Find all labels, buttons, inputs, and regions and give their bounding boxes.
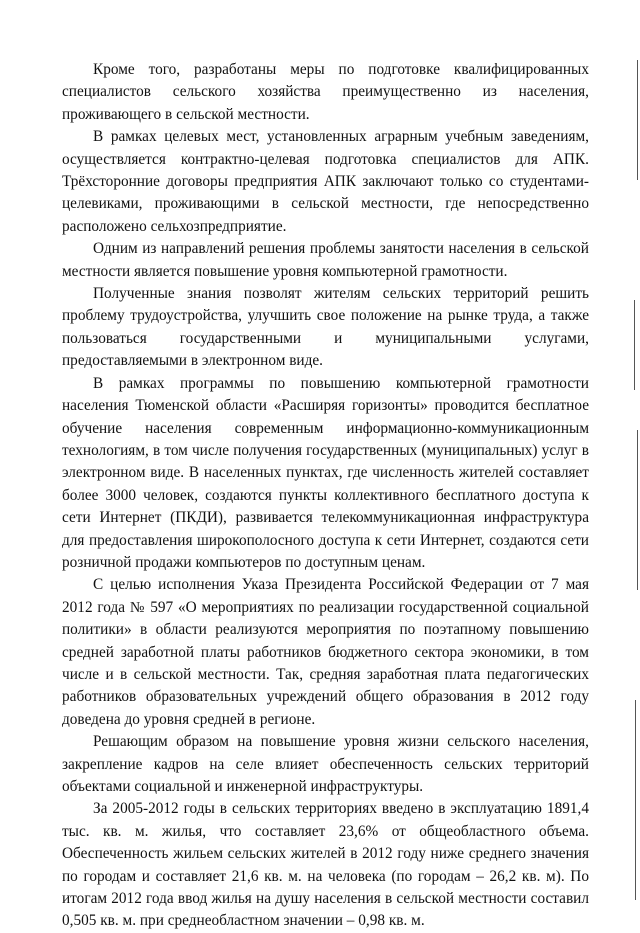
paragraph-7: Решающим образом на повышение уровня жизни сельского населения, закрепление кадров на селе влияет обеспеченность сельских территорий объектами социальной и инженерной инфраструктуры. <box>62 733 589 795</box>
paragraph-2: В рамках целевых мест, установленных аграрным учебным заведениям, осуществляется контрактно-целевая подготовка специалистов для АПК. Трёхсторонние договоры предприятия АПК заключают только со студентами-целевиками, проживающими в сельской местности, где непосредственно расположено сельхозпредприятие. <box>62 128 589 235</box>
paragraph-3: Одним из направлений решения проблемы занятости населения в сельской местности является повышение уровня компьютерной грамотности. <box>62 240 589 280</box>
paragraph-5: В рамках программы по повышению компьютерной грамотности населения Тюменской области «Расширяя горизонты» проводится бесплатное обучение населения современным информационно-коммуникационным технологиям, в том числе получения государственных (муниципальных) услуг в электронном виде. В населенных пунктах, где численность жителей составляет более 3000 человек, создаются пункты коллективного бесплатного доступа к сети Интернет (ПКДИ), развивается телекоммуникационная инфраструктура для предоставления широкополосного доступа к сети Интернет, создаются сети розничной продажи компьютеров по доступным ценам. <box>62 374 589 571</box>
scan-edge-artifact <box>626 0 640 905</box>
document-page <box>62 59 589 933</box>
paragraph-4: Полученные знания позволят жителям сельских территорий решить проблему трудоустройства, улучшить свое положение на рынке труда, а также пользоваться государственными и муниципальными услугами, предоставляемыми в электронном виде. <box>62 285 589 370</box>
paragraph-8: За 2005-2012 годы в сельских территориях введено в эксплуатацию 1891,4 тыс. кв. м. жилья, что составляет 23,6% от общеобластного объема. Обеспеченность жильем сельских жителей в 2012 году ниже среднего значения по городам и составляет 21,6 кв. м. на человека (по городам – 26,2 кв. м). По итогам 2012 года ввод жилья на душу населения в сельской местности составил 0,505 кв. м. при среднеобластном значении – 0,98 кв. м. <box>62 800 589 930</box>
paragraph-6: С целью исполнения Указа Президента Российской Федерации от 7 мая 2012 года № 597 «О мероприятиях по реализации государственной социальной политики» в области реализуются мероприятия по поэтапному повышению средней заработной платы работников бюджетного сектора экономики, в том числе и в сельской местности. Так, средняя заработная плата педагогических работников образовательных учреждений общего образования в 2012 году доведена до уровня средней в регионе. <box>62 576 589 728</box>
paragraph-1: Кроме того, разработаны меры по подготовке квалифицированных специалистов сельского хозяйства преимущественно из населения, проживающего в сельской местности. <box>62 61 589 123</box>
